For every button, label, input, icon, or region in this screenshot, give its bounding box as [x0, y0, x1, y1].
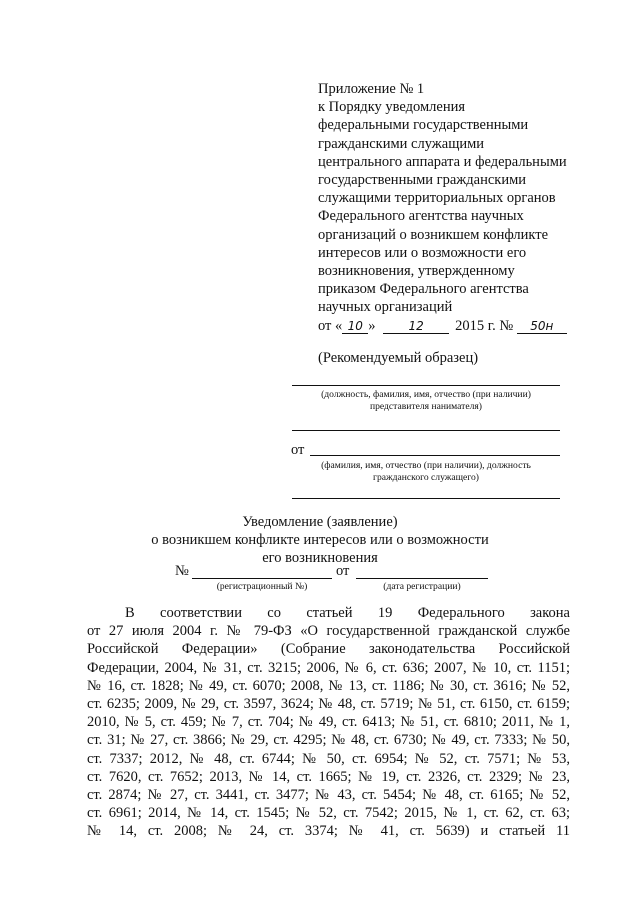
body-line: № 16, ст. 1828; № 49, ст. 6070; 2008, № 13, ст. 1186; № 30, ст. 3616; № 52, [87, 677, 570, 694]
annex-line: к Порядку уведомления [318, 99, 466, 116]
annex-line: центрального аппарата и федеральными [318, 153, 567, 170]
date-prefix: от « [318, 318, 343, 334]
body-line: В соответствии со статьей 19 Федерального закона [125, 605, 570, 621]
from-label: от [291, 442, 305, 458]
addressee-line [292, 385, 560, 386]
body-line: 2010, № 5, ст. 459; № 7, ст. 704; № 49, ст. 6413; № 51, ст. 6810; 2011, № 1, [87, 714, 570, 731]
annex-line: государственными гражданскими [318, 172, 527, 189]
annex-line: Федерального агентства научных [318, 208, 524, 225]
sender-caption [292, 460, 560, 484]
sender-caption-line: (фамилия, имя, отчество (при наличии), должность [321, 460, 531, 471]
date-year: 2015 г. № [455, 318, 514, 334]
sender-line [310, 455, 560, 456]
annex-line: интересов или о возможности его [318, 244, 527, 261]
body-line: ст. 6961; 2014, № 14, ст. 1545; № 52, ст. 7542; 2015, № 1, ст. 62, ст. 63; [87, 805, 570, 822]
handwritten-month: 12 [383, 319, 449, 334]
addressee-caption-line: представителя нанимателя) [369, 401, 482, 412]
handwritten-day: 10 [342, 319, 368, 334]
annex-line: приказом Федерального агентства [318, 281, 529, 298]
annex-line: научных организаций [318, 299, 453, 316]
sender-caption-line: гражданского служащего) [373, 472, 479, 483]
registration-date-caption: (дата регистрации) [383, 581, 461, 592]
annex-line: организаций о возникшем конфликте [318, 226, 549, 243]
body-line: ст. 31; № 27, ст. 3866; № 29, ст. 4295; № 48, ст. 6730; № 49, ст. 7333; № 50, [87, 732, 570, 749]
addressee-line-2 [292, 430, 560, 431]
annex-line: гражданскими служащими [318, 135, 485, 152]
order-date-line [318, 318, 567, 335]
annex-line: возникновения, утвержденному [318, 263, 515, 280]
body-line: ст. 6235; 2009, № 29, ст. 3597, 3624; № 48, ст. 5719; № 51, ст. 6150, ст. 6159; [87, 696, 570, 713]
body-line: ст. 2874; № 27, ст. 3441, ст. 3477; № 43, ст. 5454; № 48, ст. 6165; № 52, [87, 787, 570, 804]
registration-number-line [192, 578, 332, 579]
body-line: № 14, ст. 2008; № 24, ст. 3374; № 41, ст. 5639) и статьей 11 [87, 823, 570, 840]
addressee-caption [292, 389, 560, 413]
annex-line: Приложение № 1 [318, 81, 425, 97]
body-line: ст. 7337; 2012, № 48, ст. 6744; № 50, ст. 6954; № 52, ст. 7571; № 53, [87, 750, 570, 767]
registration-date-line [356, 578, 488, 579]
body-paragraph [87, 604, 570, 841]
date-mid: » [368, 318, 376, 334]
notice-subtitle: его возникновения [262, 550, 378, 566]
annex-line: служащими территориальных органов [318, 190, 556, 207]
registration-from-label: от [336, 563, 350, 579]
annex-header [318, 80, 638, 317]
sender-line-2 [292, 498, 560, 499]
recommended-sample-label: (Рекомендуемый образец) [318, 350, 479, 366]
body-line: Российской Федерации» (Собрание законодательства Российской [87, 641, 570, 658]
notice-subtitle: о возникшем конфликте интересов или о возможности [151, 532, 489, 548]
notice-title: Уведомление (заявление) [242, 514, 398, 530]
registration-number-caption: (регистрационный №) [216, 581, 308, 592]
body-line: от 27 июля 2004 г. № 79-ФЗ «О государственной гражданской службе [87, 623, 570, 640]
body-line: Федерации, 2004, № 31, ст. 3215; 2006, № 6, ст. 636; 2007, № 10, ст. 1151; [87, 659, 570, 676]
annex-line: федеральными государственными [318, 117, 529, 134]
body-line: ст. 7620, ст. 7652; 2013, № 14, ст. 1665; № 19, ст. 2326, ст. 2329; № 23, [87, 768, 570, 785]
addressee-caption-line: (должность, фамилия, имя, отчество (при наличии) [321, 389, 531, 400]
registration-no-label: № [175, 563, 189, 579]
handwritten-number: 50н [517, 319, 567, 334]
